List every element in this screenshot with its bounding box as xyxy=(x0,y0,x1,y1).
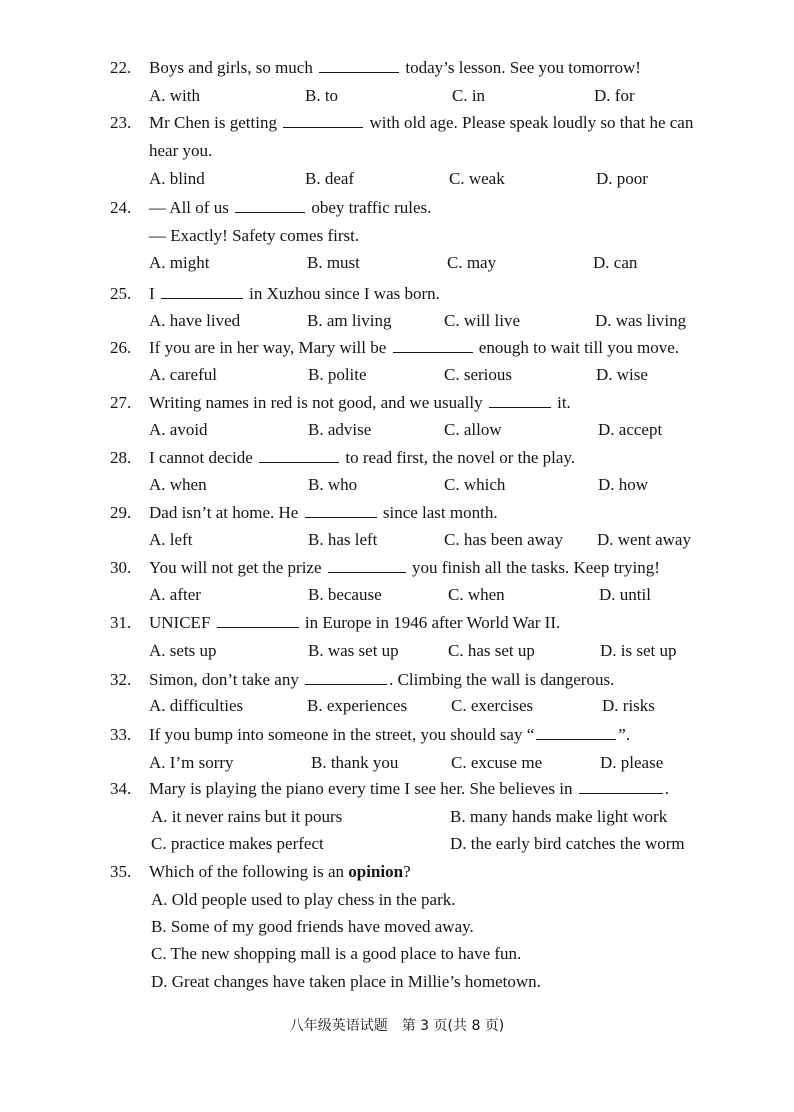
answer-blank xyxy=(489,391,551,408)
option-c: C. may xyxy=(447,253,497,272)
option-c: C. exercises xyxy=(451,696,534,715)
option-d: D. poor xyxy=(596,169,648,188)
option-d: D. risks xyxy=(602,696,655,715)
option-a: A. after xyxy=(149,585,201,604)
option-d: D. can xyxy=(593,253,638,272)
option-c: C. will live xyxy=(444,311,521,330)
option-a: A. when xyxy=(149,475,207,494)
page-footer: 八年级英语试题 第 3 页(共 8 页) xyxy=(289,1018,505,1034)
option-a: A. avoid xyxy=(149,420,208,439)
option-b: B. advise xyxy=(308,420,372,439)
question-stem: Writing names in red is not good, and we usually it. xyxy=(149,393,571,412)
question-number: 25. xyxy=(110,284,132,303)
option-a: A. might xyxy=(149,253,210,272)
emphasis-word: opinion xyxy=(348,862,404,881)
question-stem: — All of us obey traffic rules. xyxy=(149,198,432,217)
option-c: C. The new shopping mall is a good place to have fun. xyxy=(151,944,522,963)
option-d: D. how xyxy=(598,475,649,494)
question-stem: UNICEF in Europe in 1946 after World War II. xyxy=(149,613,561,632)
question-stem: Mary is playing the piano every time I see her. She believes in . xyxy=(149,779,669,798)
question-stem: Which of the following is an opinion? xyxy=(149,862,411,881)
option-b: B. polite xyxy=(308,365,367,384)
option-d: D. the early bird catches the worm xyxy=(450,834,685,853)
question-number: 28. xyxy=(110,448,132,467)
question-stem: I in Xuzhou since I was born. xyxy=(149,284,440,303)
option-a: A. I’m sorry xyxy=(149,753,234,772)
option-c: C. excuse me xyxy=(451,753,543,772)
question-number: 24. xyxy=(110,198,132,217)
option-d: D. until xyxy=(599,585,651,604)
option-b: B. am living xyxy=(307,311,392,330)
option-b: B. must xyxy=(307,253,360,272)
question-stem: You will not get the prize you finish all the tasks. Keep trying! xyxy=(149,558,660,577)
option-c: C. in xyxy=(452,86,486,105)
answer-blank xyxy=(536,723,616,740)
question-stem: If you are in her way, Mary will be enough to wait till you move. xyxy=(149,338,679,357)
answer-blank xyxy=(217,611,299,628)
question-number: 27. xyxy=(110,393,132,412)
question-number: 23. xyxy=(110,113,132,132)
question-stem: Boys and girls, so much today’s lesson. See you tomorrow! xyxy=(149,58,641,77)
option-a: A. it never rains but it pours xyxy=(151,807,343,826)
option-a: A. Old people used to play chess in the park. xyxy=(151,890,456,909)
question-stem: Simon, don’t take any . Climbing the wall is dangerous. xyxy=(149,670,615,689)
question-number: 22. xyxy=(110,58,132,77)
option-c: C. which xyxy=(444,475,506,494)
option-b: B. was set up xyxy=(308,641,399,660)
answer-blank xyxy=(393,336,473,353)
question-number: 35. xyxy=(110,862,132,881)
answer-blank xyxy=(235,196,305,213)
option-d: D. Great changes have taken place in Millie’s hometown. xyxy=(151,972,541,991)
option-b: B. experiences xyxy=(307,696,408,715)
question-stem: If you bump into someone in the street, you should say “ ”. xyxy=(149,725,631,744)
question-number: 31. xyxy=(110,613,132,632)
option-d: D. wise xyxy=(596,365,648,384)
option-c: C. has been away xyxy=(444,530,563,549)
option-d: D. was living xyxy=(595,311,687,330)
option-b: B. has left xyxy=(308,530,378,549)
option-d: D. please xyxy=(600,753,664,772)
option-a: A. left xyxy=(149,530,193,549)
option-c: C. practice makes perfect xyxy=(151,834,324,853)
question-number: 30. xyxy=(110,558,132,577)
answer-blank xyxy=(283,111,363,128)
option-b: B. many hands make light work xyxy=(450,807,668,826)
option-b: B. to xyxy=(305,86,339,105)
answer-blank xyxy=(579,777,663,794)
answer-blank xyxy=(328,556,406,573)
option-b: B. who xyxy=(308,475,358,494)
option-a: A. have lived xyxy=(149,311,241,330)
option-d: D. is set up xyxy=(600,641,677,660)
option-a: A. blind xyxy=(149,169,205,188)
option-d: D. for xyxy=(594,86,635,105)
option-b: B. because xyxy=(308,585,382,604)
question-stem-continued: hear you. xyxy=(149,141,213,160)
option-b: B. Some of my good friends have moved away. xyxy=(151,917,474,936)
question-number: 29. xyxy=(110,503,132,522)
answer-blank xyxy=(259,446,339,463)
option-c: C. when xyxy=(448,585,505,604)
question-stem-reply: — Exactly! Safety comes first. xyxy=(149,226,360,245)
option-d: D. accept xyxy=(598,420,663,439)
option-a: A. with xyxy=(149,86,200,105)
option-c: C. has set up xyxy=(448,641,535,660)
option-c: C. serious xyxy=(444,365,512,384)
option-a: A. difficulties xyxy=(149,696,244,715)
answer-blank xyxy=(319,56,399,73)
answer-blank xyxy=(305,668,387,685)
answer-blank xyxy=(305,501,377,518)
option-b: B. thank you xyxy=(311,753,399,772)
question-stem: I cannot decide to read first, the novel or the play. xyxy=(149,448,576,467)
answer-blank xyxy=(161,282,243,299)
option-d: D. went away xyxy=(597,530,691,549)
option-a: A. sets up xyxy=(149,641,217,660)
question-number: 32. xyxy=(110,670,132,689)
option-a: A. careful xyxy=(149,365,217,384)
option-b: B. deaf xyxy=(305,169,355,188)
option-c: C. weak xyxy=(449,169,505,188)
question-stem: Mr Chen is getting with old age. Please speak loudly so that he can xyxy=(149,113,694,132)
question-stem: Dad isn’t at home. He since last month. xyxy=(149,503,498,522)
question-number: 26. xyxy=(110,338,132,357)
question-number: 33. xyxy=(110,725,132,744)
option-c: C. allow xyxy=(444,420,502,439)
question-number: 34. xyxy=(110,779,132,798)
